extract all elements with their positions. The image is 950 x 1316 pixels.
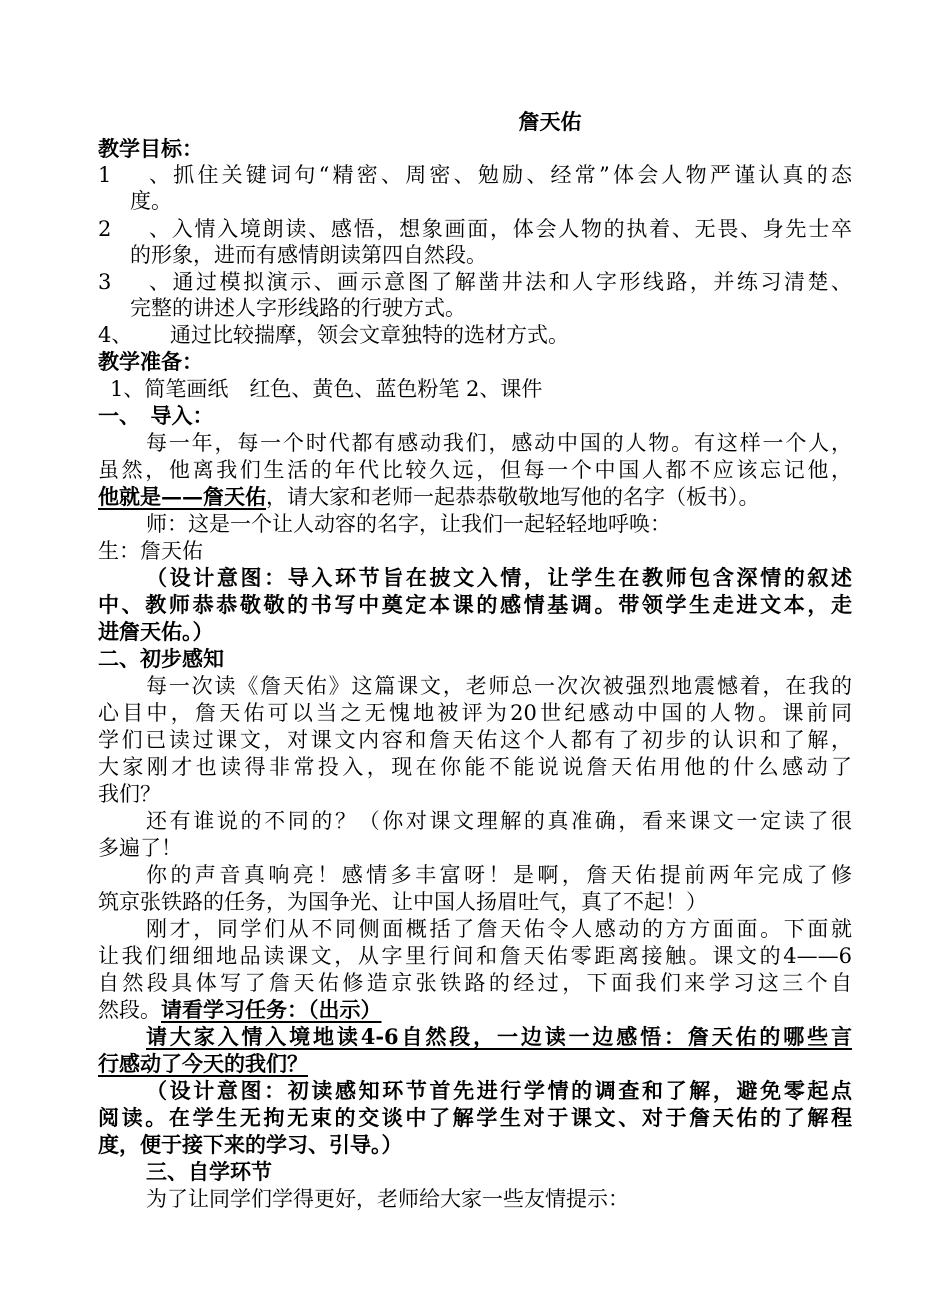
objective-item-3: 3、通过模拟演示、画示意图了解凿井法和人字形线路，并练习清楚、 xyxy=(98,270,852,294)
task-detail-line1: 请大家入情入境地读4-6自然段，一边读一边感悟：詹天佑的哪些言 xyxy=(146,1024,852,1049)
s2-p1-line2: 心目中，詹天佑可以当之无愧地被评为20世纪感动中国的人物。课前同 xyxy=(98,701,852,725)
prep-line: 1、简笔画纸 红色、黄色、蓝色粉笔 2、课件 xyxy=(110,377,543,401)
s3-p1: 为了让同学们学得更好，老师给大家一些友情提示： xyxy=(146,1187,629,1211)
s1-p1-line1: 每一年，每一个时代都有感动我们，感动中国的人物。有这样一个人， xyxy=(146,431,852,455)
page-title: 詹天佑 xyxy=(518,110,582,134)
s2-p4-line3: 自然段具体写了詹天佑修造京张铁路的经过，下面我们来学习这三个自 xyxy=(98,971,852,995)
objective-item-4: 4、 通过比较揣摩，领会文章独特的选材方式。 xyxy=(98,323,569,347)
objective-item-2-cont: 的形象，进而有感情朗读第四自然段。 xyxy=(130,243,487,267)
prep-heading: 教学准备： xyxy=(98,350,203,374)
objective-item-3-cont: 完整的讲述人字形线路的行驶方式。 xyxy=(130,296,466,320)
s2-p3-line2: 筑京张铁路的任务，为国争光、让中国人扬眉吐气，真了不起！） xyxy=(98,890,707,914)
s2-p2-line2: 多遍了！ xyxy=(98,836,182,860)
s2-p1-line4: 大家刚才也读得非常投入，现在你能不能说说詹天佑用他的什么感动了 xyxy=(98,755,852,779)
s1-design-line2: 中、教师恭恭敬敬的书写中奠定本课的感情基调。带领学生走进文本，走 xyxy=(98,592,852,617)
learning-task-label: 请看学习任务：（出示） xyxy=(161,997,382,1022)
s2-p2-line1: 还有谁说的不同的？（你对课文理解的真准确，看来课文一定读了很 xyxy=(146,809,852,833)
task-detail-line2: 行感动了今天的我们？ xyxy=(98,1051,308,1076)
s1-design-line1: （设计意图：导入环节旨在披文入情，让学生在教师包含深情的叙述 xyxy=(146,565,852,590)
objective-item-1: 1、抓住关键词句“精密、周密、勉励、经常”体会人物严谨认真的态 xyxy=(98,163,852,187)
s1-p1-line2: 虽然，他离我们生活的年代比较久远，但每一个中国人都不应该忘记他， xyxy=(98,458,852,482)
s2-p3-line1: 你的声音真响亮！感情多丰富呀！是啊，詹天佑提前两年完成了修 xyxy=(146,863,852,887)
s2-p1-line3: 学们已读过课文，对课文内容和詹天佑这个人都有了初步的认识和了解， xyxy=(98,728,852,752)
s1-design-line3: 进詹天佑。） xyxy=(98,619,214,644)
section2-heading: 二、初步感知 xyxy=(98,647,224,671)
s2-p4-line2: 让我们细细地品读课文，从字里行间和詹天佑零距离接触。课文的4——6 xyxy=(98,944,852,968)
s2-p1-line1: 每一次读《詹天佑》这篇课文，老师总一次次被强烈地震憾着，在我的 xyxy=(146,674,852,698)
section3-heading: 三、自学环节 xyxy=(146,1160,272,1184)
s2-p1-line5: 我们？ xyxy=(98,782,161,806)
s2-design-line3: 度，便于接下来的学习、引导。） xyxy=(98,1132,403,1157)
s2-design-line2: 阅读。在学生无拘无束的交谈中了解学生对于课文、对于詹天佑的了解程 xyxy=(98,1105,852,1130)
s1-p1-line3: 他就是——詹天佑，请大家和老师一起恭恭敬敬地写他的名字（板书）。 xyxy=(98,484,760,509)
objective-item-2: 2、入情入境朗读、感悟，想象画面，体会人物的执着、无畏、身先士卒 xyxy=(98,217,852,241)
s2-design-line1: （设计意图：初读感知环节首先进行学情的调查和了解，避免零起点 xyxy=(146,1078,852,1103)
s1-student: 生：詹天佑 xyxy=(98,539,203,563)
objective-item-1-cont: 度。 xyxy=(130,189,172,213)
s2-p4-line1: 刚才，同学们从不同侧面概括了詹天佑令人感动的方方面面。下面就 xyxy=(146,917,852,941)
s1-teacher: 师：这是一个让人动容的名字，让我们一起轻轻地呼唤： xyxy=(146,512,671,536)
s2-p4-line4: 然段。请看学习任务：（出示） xyxy=(98,997,382,1022)
section1-heading: 一、 导入： xyxy=(98,404,214,428)
zhan-name-underlined: 他就是——詹天佑 xyxy=(98,484,266,509)
objectives-heading: 教学目标： xyxy=(98,137,203,161)
